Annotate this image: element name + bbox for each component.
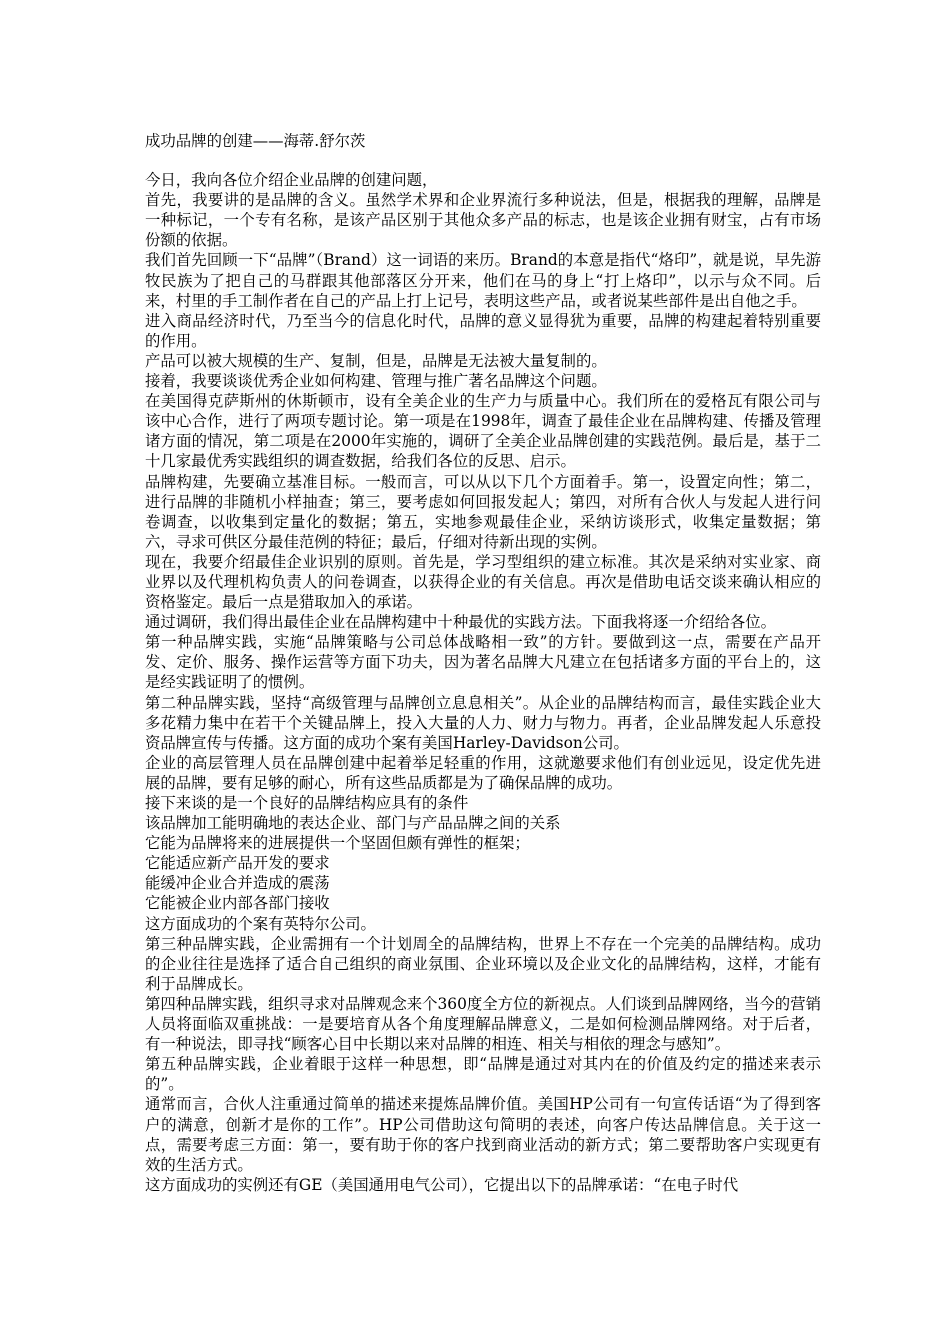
paragraph-commodity-era: 进入商品经济时代，乃至当今的信息化时代，品牌的意义显得犹为重要，品牌的构建起着特别重要的作用。 [145,311,821,350]
paragraph-identification-principles: 现在，我要介绍最佳企业识别的原则。首先是，学习型组织的建立标准。其次是采纳对实业家、商业界以及代理机构负责人的问卷调查，以获得企业的有关信息。再次是借助电话交谈来确认相应的资格鉴定。最后一点是猎取加入的承诺。 [145,552,821,612]
list-item: 能缓冲企业合并造成的震荡 [145,874,330,893]
paragraph-next-topic: 接着，我要谈谈优秀企业如何构建、管理与推广著名品牌这个问题。 [145,372,607,391]
list-item: 它能为品牌将来的进展提供一个坚固但颇有弹性的框架； [145,834,530,853]
paragraph-practice-2: 第二种品牌实践，坚持“高级管理与品牌创立息息相关”。从企业的品牌结构而言，最佳实践企业大多花精力集中在若干个关键品牌上，投入大量的人力、财力与物力。再者，企业品牌发起人乐意投资品牌宣传与传播。这方面的成功个案有美国Harley-Davidson公司。 [145,693,821,752]
paragraph-practice-1: 第一种品牌实践，实施“品牌策略与公司总体战略相一致”的方针。要做到这一点，需要在产品开发、定价、服务、操作运营等方面下功夫，因为著名品牌大凡建立在包括诸多方面的平台上的，这是经实践证明了的惯例。 [145,633,821,692]
paragraph-practice-3: 第三种品牌实践，企业需拥有一个计划周全的品牌结构，世界上不存在一个完美的品牌结构。成功的企业往往是选择了适合自己组织的商业氛围、企业环境以及企业文化的品牌结构，这样，才能有利于品牌成长。 [145,934,821,993]
paragraph-ge-case: 这方面成功的实例还有GE（美国通用电气公司），它提出以下的品牌承诺：“在电子时代 [145,1175,739,1194]
paragraph-ten-practices: 通过调研，我们得出最佳企业在品牌构建中十种最优的实践方法。下面我将逐一介绍给各位。 [145,613,777,632]
list-intro: 接下来谈的是一个良好的品牌结构应具有的条件 [145,794,469,812]
list-item: 它能被企业内部各部门接收 [145,894,330,913]
paragraph-hp-case: 通常而言，合伙人注重通过简单的描述来提炼品牌价值。美国HP公司有一句宣传话语“为了得到客户的满意，创新才是你的工作”。HP公司借助这句简明的表述，向客户传达品牌信息。关于这一点，需要考虑三方面：第一，要有助于你的客户找到商业活动的新方式；第二要帮助客户实现更有效的生活方式。 [145,1095,821,1174]
paragraph-practice-4: 第四种品牌实践，组织寻求对品牌观念来个360度全方位的新视点。人们谈到品牌网络，当今的营销人员将面临双重挑战：一是要培育从各个角度理解品牌意义，二是如何检测品牌网络。对于后者，有一种说法，即寻找“顾客心目中长期以来对品牌的相连、相关与相依的理念与感知”。 [145,994,821,1054]
paragraph-intel-case: 这方面成功的个案有英特尔公司。 [145,914,376,933]
paragraph-practice-5: 第五种品牌实践，企业着眼于这样一种思想，即“品牌是通过对其内在的价值及约定的描述来表示的”。 [145,1055,821,1094]
paragraph-senior-management: 企业的高层管理人员在品牌创建中起着举足轻重的作用，这就邀要求他们有创业远见，设定优先进展的品牌，要有足够的耐心，所有这些品质都是为了确保品牌的成功。 [145,753,821,792]
document-page [145,131,821,1195]
document-title: 成功品牌的创建——海蒂.舒尔茨 [145,132,366,150]
list-item: 该品牌加工能明确地的表达企业、部门与产品品牌之间的关系 [145,814,561,833]
paragraph-brand-origin: 我们首先回顾一下“品牌”（Brand）这一词语的来历。Brand的本意是指代“烙印”，就是说，早先游牧民族为了把自己的马群跟其他部落区分开来，他们在马的身上“打上烙印”，以示与众不同。后来，村里的手工制作者在自己的产品上打上记号，表明这些产品，或者说某些部件是出自他之手。 [145,251,821,310]
paragraph-houston-center: 在美国得克萨斯州的休斯顿市，设有全美企业的生产力与质量中心。我们所在的爱格瓦有限公司与该中心合作，进行了两项专题讨论。第一项是在1998年，调查了最佳企业在品牌构建、传播及管理诸方面的情况，第二项是在2000年实施的，调研了全美企业品牌创建的实践范例。最后是，基于二十几家最优秀实践组织的调查数据，给我们各位的反思、启示。 [145,392,821,471]
paragraph-intro: 今日，我向各位介绍企业品牌的创建问题， [145,171,438,190]
paragraph-not-copyable: 产品可以被大规模的生产、复制，但是，品牌是无法被大量复制的。 [145,351,607,370]
paragraph-brand-meaning: 首先，我要讲的是品牌的含义。虽然学术界和企业界流行多种说法，但是，根据我的理解，品牌是一种标记，一个专有名称，是该产品区别于其他众多产品的标志，也是该企业拥有财宝，占有市场份额的依据。 [145,191,821,250]
list-item: 它能适应新产品开发的要求 [145,854,330,873]
paragraph-benchmark: 品牌构建，先要确立基准目标。一般而言，可以从以下几个方面着手。第一，设置定向性；第二，进行品牌的非随机小样抽查；第三，要考虑如何回报发起人；第四，对所有合伙人与发起人进行问卷调查，以收集到定量化的数据；第五，实地参观最佳企业，采纳访谈形式，收集定量数据；第六，寻求可供区分最佳范例的特征；最后，仔细对待新出现的实例。 [145,472,821,551]
